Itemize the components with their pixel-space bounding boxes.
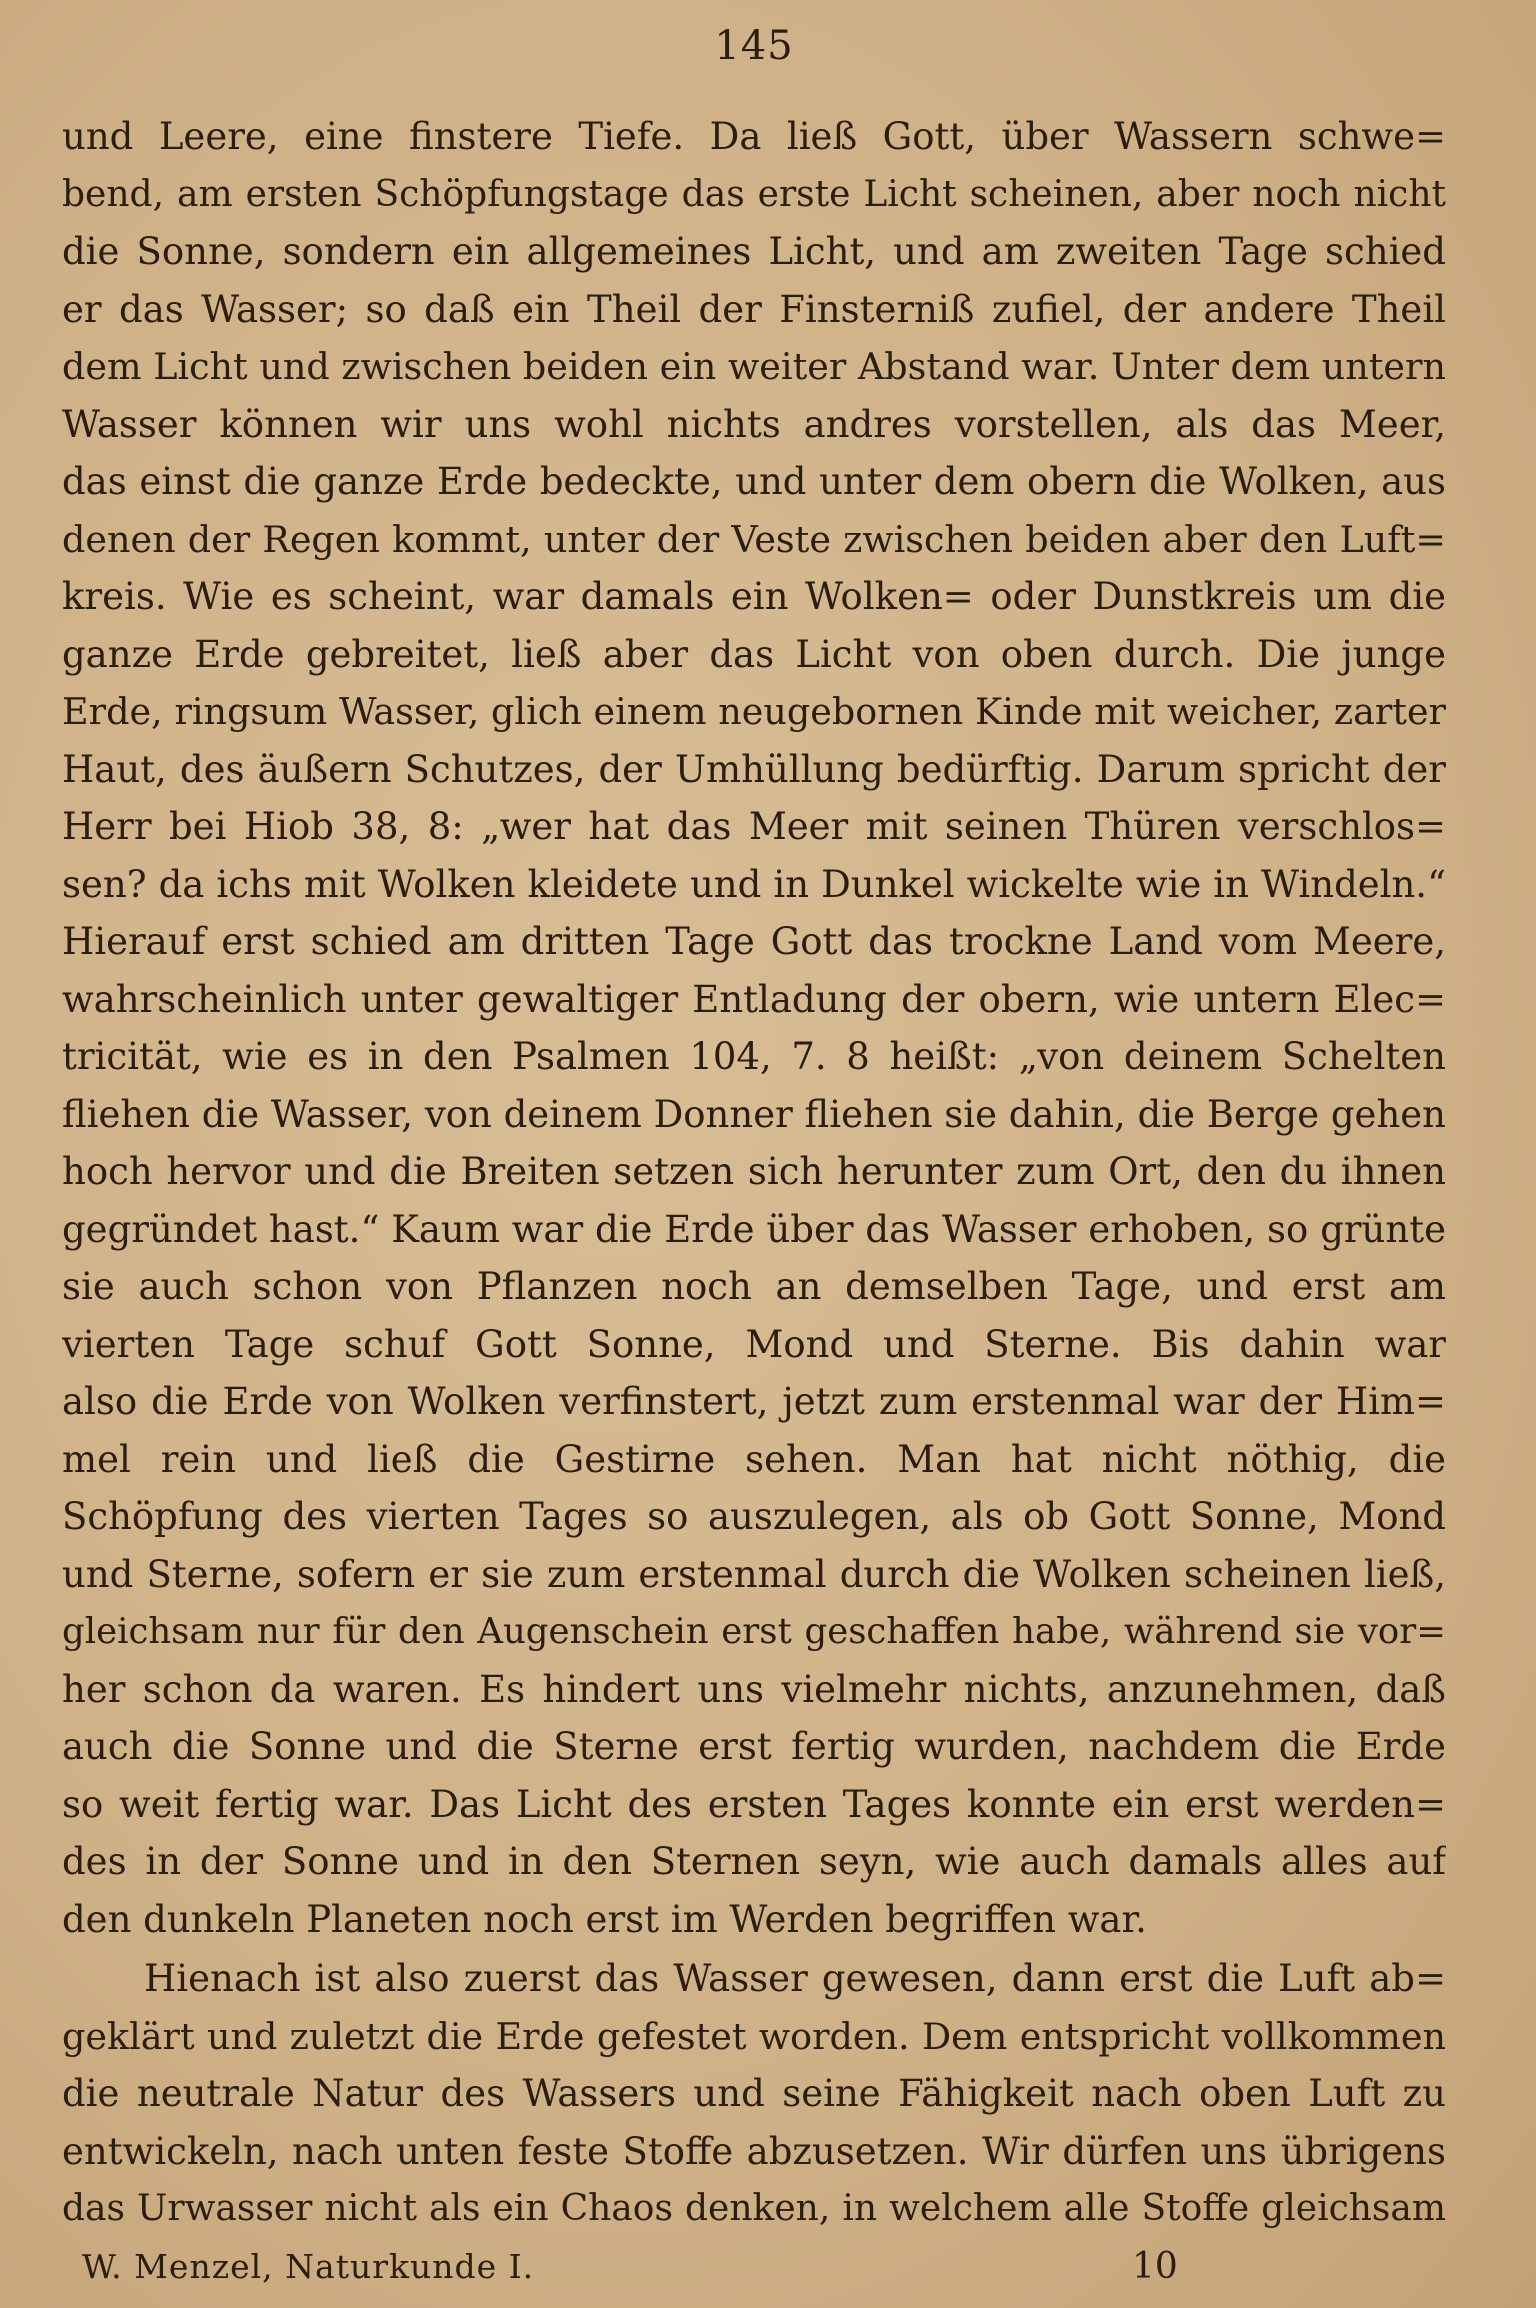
- text-line: bend, am ersten Schöpfungstage das erste Licht scheinen, aber noch nicht: [62, 173, 1446, 215]
- text-line: sen? da ichs mit Wolken kleidete und in Dunkel wickelte wie in Windeln.“: [62, 862, 1446, 906]
- body-text: [62, 108, 1446, 2238]
- text-line: Schöpfung des vierten Tages so auszulegen, als ob Gott Sonne, Mond: [62, 1495, 1446, 1538]
- text-line: her schon da waren. Es hindert uns vielmehr nichts, anzunehmen, daß: [62, 1667, 1446, 1711]
- text-line: Herr bei Hiob 38, 8: „wer hat das Meer mit seinen Thüren verschlos=: [62, 805, 1446, 848]
- page-footer: [62, 2242, 1446, 2292]
- paragraph-last-line: den dunkeln Planeten noch erst im Werden begriffen war.: [62, 1897, 1147, 1941]
- text-line: die neutrale Natur des Wassers und seine Fähigkeit nach oben Luft zu: [62, 2072, 1446, 2115]
- text-line: auch die Sonne und die Sterne erst fertig wurden, nachdem die Erde: [62, 1725, 1446, 1768]
- text-line: tricität, wie es in den Psalmen 104, 7. 8 heißt: „von deinem Schelten: [62, 1035, 1446, 1078]
- text-line: Hierauf erst schied am dritten Tage Gott das trockne Land vom Meere,: [62, 920, 1446, 963]
- text-line: hoch hervor und die Breiten setzen sich herunter zum Ort, den du ihnen: [62, 1150, 1446, 1193]
- text-line: des in der Sonne und in den Sternen seyn, wie auch damals alles auf: [62, 1840, 1446, 1883]
- text-line: Haut, des äußern Schutzes, der Umhüllung bedürftig. Darum spricht der: [62, 747, 1446, 791]
- text-line: die Sonne, sondern ein allgemeines Licht, und am zweiten Tage schied: [62, 230, 1446, 273]
- footer-signature: W. Menzel, Naturkunde I.: [82, 2247, 535, 2286]
- text-line: kreis. Wie es scheint, war damals ein Wolken= oder Dunstkreis um die: [62, 575, 1446, 618]
- page-number: 145: [714, 23, 794, 69]
- text-line: mel rein und ließ die Gestirne sehen. Man hat nicht nöthig, die: [62, 1437, 1446, 1481]
- text-line: wahrscheinlich unter gewaltiger Entladung der obern, wie untern Elec=: [62, 977, 1446, 1021]
- text-line: Erde, ringsum Wasser, glich einem neugebornen Kinde mit weicher, zarter: [62, 690, 1446, 733]
- text-line: fliehen die Wasser, von deinem Donner fliehen sie dahin, die Berge gehen: [62, 1092, 1446, 1136]
- text-line: dem Licht und zwischen beiden ein weiter Abstand war. Unter dem untern: [62, 345, 1446, 388]
- text-line: das Urwasser nicht als ein Chaos denken, in welchem alle Stoffe gleichsam: [62, 2188, 1446, 2229]
- text-line: ganze Erde gebreitet, ließ aber das Licht von oben durch. Die junge: [62, 632, 1446, 676]
- text-line: entwickeln, nach unten feste Stoffe abzusetzen. Wir dürfen uns übrigens: [62, 2129, 1446, 2173]
- text-line: das einst die ganze Erde bedeckte, und unter dem obern die Wolken, aus: [62, 460, 1446, 503]
- sheet-number: 10: [1132, 2246, 1178, 2287]
- text-line: vierten Tage schuf Gott Sonne, Mond und Sterne. Bis dahin war: [62, 1322, 1446, 1366]
- text-line: er das Wasser; so daß ein Theil der Finsterniß zufiel, der andere Theil: [62, 287, 1446, 331]
- text-line: sie auch schon von Pflanzen noch an demselben Tage, und erst am: [62, 1265, 1446, 1308]
- text-line: gegründet hast.“ Kaum war die Erde über das Wasser erhoben, so grünte: [62, 1207, 1446, 1251]
- text-line: und Sterne, sofern er sie zum erstenmal durch die Wolken scheinen ließ,: [62, 1552, 1446, 1596]
- text-line: geklärt und zuletzt die Erde gefestet worden. Dem entspricht vollkommen: [62, 2014, 1446, 2058]
- text-line: so weit fertig war. Das Licht des ersten Tages konnte ein erst werden=: [62, 1782, 1446, 1826]
- text-line: gleichsam nur für den Augenschein erst geschaffen habe, während sie vor=: [62, 1611, 1446, 1652]
- book-page: [62, 0, 1446, 2308]
- text-line: Wasser können wir uns wohl nichts andres vorstellen, als das Meer,: [62, 402, 1446, 446]
- text-line: also die Erde von Wolken verfinstert, jetzt zum erstenmal war der Him=: [62, 1380, 1446, 1423]
- text-line: denen der Regen kommt, unter der Veste zwischen beiden aber den Luft=: [62, 517, 1446, 561]
- paragraph-first-line: Hienach ist also zuerst das Wasser gewesen, dann erst die Luft ab=: [144, 1957, 1446, 2000]
- text-line: und Leere, eine finstere Tiefe. Da ließ Gott, über Wassern schwe=: [62, 115, 1446, 158]
